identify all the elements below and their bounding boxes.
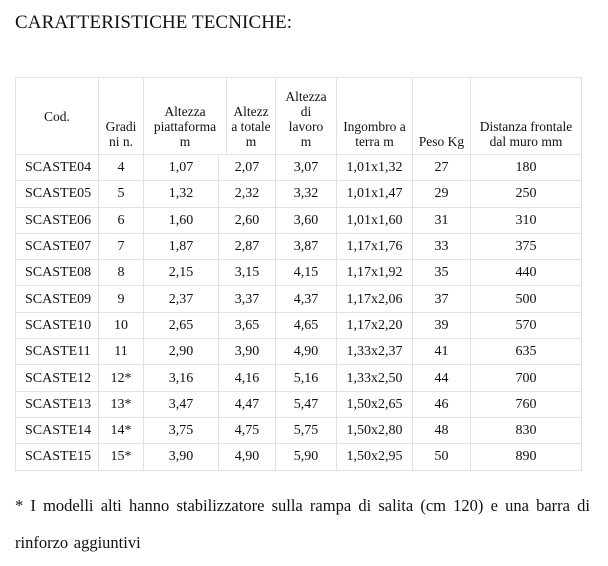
header-line: Altezz [233, 104, 269, 119]
cell-weight: 50 [413, 444, 471, 470]
cell-wall-distance: 570 [471, 313, 582, 339]
cell-platform-height: 3,47 [144, 392, 219, 418]
cell-weight: 48 [413, 418, 471, 444]
cell-code: SCASTE05 [15, 181, 99, 207]
header-line: Cod. [44, 108, 70, 124]
cell-platform-height: 2,90 [144, 339, 219, 365]
cell-footprint: 1,01x1,32 [337, 155, 413, 181]
header-line: Peso Kg [418, 134, 465, 149]
cell-working-height: 3,07 [276, 155, 337, 181]
table-row [15, 234, 582, 260]
cell-platform-height: 2,37 [144, 286, 219, 312]
cell-working-height: 4,37 [276, 286, 337, 312]
cell-working-height: 5,47 [276, 392, 337, 418]
cell-weight: 27 [413, 155, 471, 181]
cell-working-height: 3,60 [276, 208, 337, 234]
header-line: Gradi [105, 119, 137, 134]
table-row [15, 392, 582, 418]
cell-working-height: 3,87 [276, 234, 337, 260]
cell-code: SCASTE07 [15, 234, 99, 260]
cell-footprint: 1,01x1,60 [337, 208, 413, 234]
table-row [15, 260, 582, 286]
header-grades [99, 78, 144, 155]
cell-footprint: 1,50x2,80 [337, 418, 413, 444]
cell-working-height: 4,65 [276, 313, 337, 339]
cell-platform-height: 1,87 [144, 234, 219, 260]
header-line: di [300, 104, 312, 119]
cell-working-height: 4,15 [276, 260, 337, 286]
header-platform-height [144, 78, 227, 155]
table-row [15, 181, 582, 207]
cell-footprint: 1,17x1,76 [337, 234, 413, 260]
cell-wall-distance: 700 [471, 365, 582, 391]
cell-wall-distance: 500 [471, 286, 582, 312]
header-line: m [245, 134, 257, 149]
cell-code: SCASTE06 [15, 208, 99, 234]
cell-weight: 29 [413, 181, 471, 207]
cell-grades: 13* [99, 392, 144, 418]
header-weight [413, 78, 471, 155]
cell-weight: 44 [413, 365, 471, 391]
cell-working-height: 5,16 [276, 365, 337, 391]
cell-footprint: 1,50x2,95 [337, 444, 413, 470]
table-body [15, 155, 582, 471]
cell-total-height: 4,47 [219, 392, 276, 418]
cell-grades: 12* [99, 365, 144, 391]
cell-code: SCASTE04 [15, 155, 99, 181]
cell-working-height: 3,32 [276, 181, 337, 207]
cell-weight: 37 [413, 286, 471, 312]
table-row [15, 365, 582, 391]
cell-total-height: 2,60 [219, 208, 276, 234]
cell-code: SCASTE15 [15, 444, 99, 470]
cell-code: SCASTE14 [15, 418, 99, 444]
cell-platform-height: 3,16 [144, 365, 219, 391]
header-wall-distance [471, 78, 582, 155]
header-line: piattaforma [153, 119, 217, 134]
cell-total-height: 3,37 [219, 286, 276, 312]
cell-weight: 31 [413, 208, 471, 234]
page-title: CARATTERISTICHE TECNICHE: [15, 12, 293, 33]
cell-weight: 41 [413, 339, 471, 365]
cell-weight: 39 [413, 313, 471, 339]
cell-footprint: 1,17x2,06 [337, 286, 413, 312]
cell-wall-distance: 760 [471, 392, 582, 418]
cell-wall-distance: 635 [471, 339, 582, 365]
cell-platform-height: 3,90 [144, 444, 219, 470]
cell-footprint: 1,33x2,50 [337, 365, 413, 391]
cell-wall-distance: 440 [471, 260, 582, 286]
cell-grades: 6 [99, 208, 144, 234]
cell-grades: 11 [99, 339, 144, 365]
header-line: m [179, 134, 191, 149]
cell-weight: 46 [413, 392, 471, 418]
cell-total-height: 2,32 [219, 181, 276, 207]
cell-platform-height: 1,07 [144, 155, 219, 181]
cell-total-height: 3,90 [219, 339, 276, 365]
cell-total-height: 3,65 [219, 313, 276, 339]
cell-grades: 9 [99, 286, 144, 312]
cell-weight: 35 [413, 260, 471, 286]
cell-wall-distance: 180 [471, 155, 582, 181]
cell-wall-distance: 830 [471, 418, 582, 444]
table-row [15, 339, 582, 365]
cell-platform-height: 3,75 [144, 418, 219, 444]
cell-working-height: 5,90 [276, 444, 337, 470]
cell-wall-distance: 310 [471, 208, 582, 234]
cell-code: SCASTE13 [15, 392, 99, 418]
cell-code: SCASTE10 [15, 313, 99, 339]
cell-code: SCASTE11 [15, 339, 99, 365]
cell-total-height: 4,75 [219, 418, 276, 444]
table-header-row [15, 77, 582, 155]
cell-footprint: 1,17x2,20 [337, 313, 413, 339]
specs-table [15, 77, 582, 471]
cell-grades: 15* [99, 444, 144, 470]
cell-platform-height: 1,32 [144, 181, 219, 207]
table-row [15, 418, 582, 444]
cell-code: SCASTE08 [15, 260, 99, 286]
header-footprint [337, 78, 413, 155]
cell-working-height: 5,75 [276, 418, 337, 444]
cell-footprint: 1,17x1,92 [337, 260, 413, 286]
cell-grades: 10 [99, 313, 144, 339]
cell-platform-height: 2,15 [144, 260, 219, 286]
header-line: ni n. [108, 134, 133, 149]
cell-working-height: 4,90 [276, 339, 337, 365]
table-row [15, 155, 582, 181]
header-line: Altezza [285, 89, 327, 104]
cell-footprint: 1,50x2,65 [337, 392, 413, 418]
cell-grades: 8 [99, 260, 144, 286]
cell-total-height: 4,16 [219, 365, 276, 391]
header-line: dal muro mm [489, 134, 563, 149]
header-code [15, 78, 99, 155]
cell-grades: 7 [99, 234, 144, 260]
cell-grades: 5 [99, 181, 144, 207]
cell-weight: 33 [413, 234, 471, 260]
cell-footprint: 1,01x1,47 [337, 181, 413, 207]
cell-total-height: 3,15 [219, 260, 276, 286]
header-line: m [300, 134, 312, 149]
cell-total-height: 2,87 [219, 234, 276, 260]
cell-footprint: 1,33x2,37 [337, 339, 413, 365]
table-row [15, 313, 582, 339]
cell-code: SCASTE12 [15, 365, 99, 391]
header-line: a totale [231, 119, 271, 134]
cell-wall-distance: 375 [471, 234, 582, 260]
cell-total-height: 4,90 [219, 444, 276, 470]
header-line: terra m [355, 134, 394, 149]
table-row [15, 444, 582, 470]
cell-wall-distance: 890 [471, 444, 582, 470]
cell-platform-height: 1,60 [144, 208, 219, 234]
table-row [15, 208, 582, 234]
header-line: Altezza [164, 104, 206, 119]
cell-code: SCASTE09 [15, 286, 99, 312]
cell-grades: 14* [99, 418, 144, 444]
header-line: lavoro [288, 119, 324, 134]
table-row [15, 286, 582, 312]
header-working-height [276, 78, 337, 155]
cell-total-height: 2,07 [219, 155, 276, 181]
cell-platform-height: 2,65 [144, 313, 219, 339]
footnote: * I modelli alti hanno stabilizzatore sulla rampa di salita (cm 120) e una barra di rinforzo aggiuntivi [15, 496, 590, 552]
header-line: Distanza frontale [479, 119, 573, 134]
cell-grades: 4 [99, 155, 144, 181]
header-total-height [227, 78, 276, 155]
header-line: Ingombro a [343, 119, 406, 134]
cell-wall-distance: 250 [471, 181, 582, 207]
